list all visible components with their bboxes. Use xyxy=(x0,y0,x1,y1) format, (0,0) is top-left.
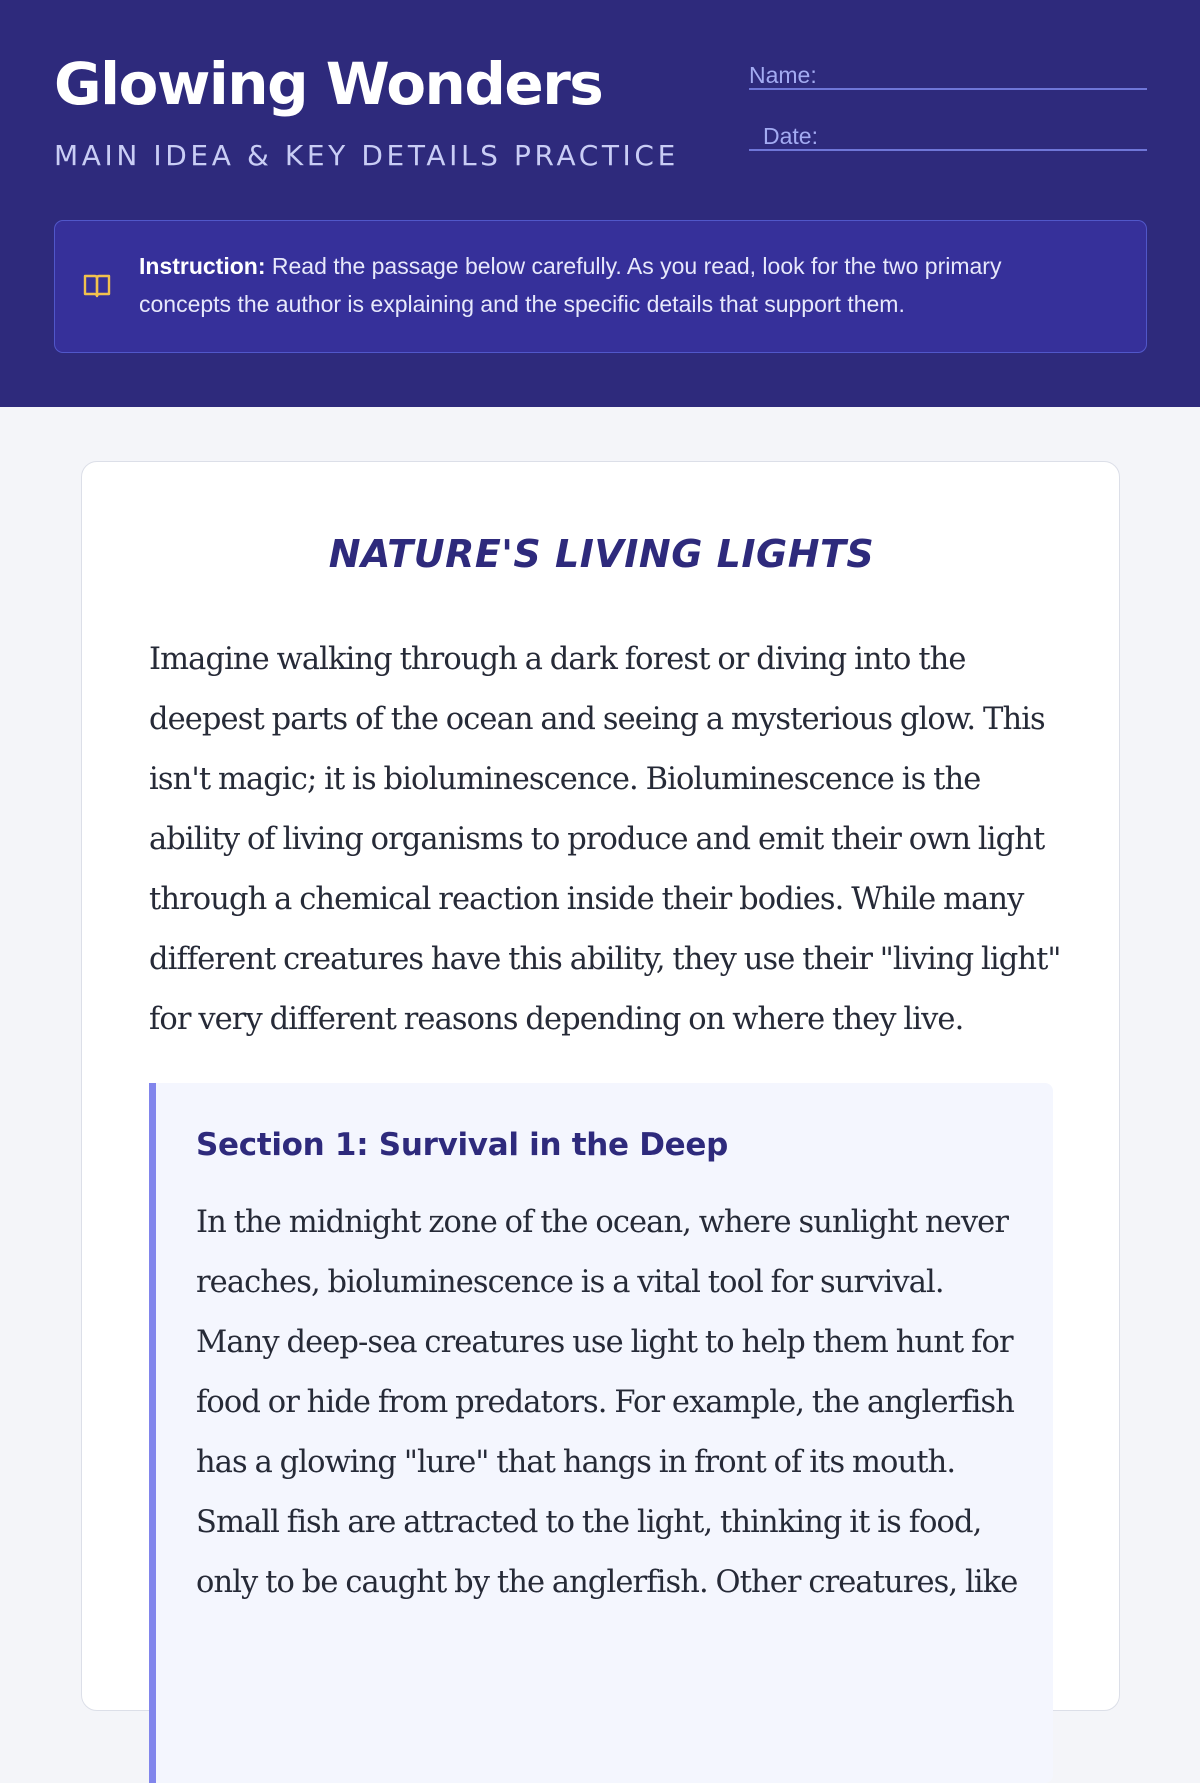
page-header xyxy=(0,0,1200,407)
date-label: Date: xyxy=(763,123,818,149)
section-heading: Section 1: Survival in the Deep xyxy=(196,1127,729,1163)
book-icon xyxy=(82,273,112,299)
instruction-body: Read the passage below carefully. As you read, look for the two primary concepts the author is explaining and the specific details that support them. xyxy=(139,253,1002,317)
page-title: Glowing Wonders xyxy=(54,50,603,118)
passage-section xyxy=(149,1083,1053,1783)
instruction-lead: Instruction: xyxy=(139,253,266,279)
date-field[interactable] xyxy=(749,121,1147,151)
passage-intro: Imagine walking through a dark forest or diving into the deepest parts of the ocean and seeing a mysterious glow. This isn't magic; it is bioluminescence. Bioluminescence is the ability of living organisms to produce and emit their own light through a chemical reaction inside their bodies. While many different creatures have this ability, they use their "living light" for very different reasons depending on where they live. xyxy=(149,642,1061,1037)
passage-title: NATURE'S LIVING LIGHTS xyxy=(328,532,875,576)
page-subtitle: MAIN IDEA & KEY DETAILS PRACTICE xyxy=(54,139,679,172)
instruction-text xyxy=(139,247,1099,323)
section-body: In the midnight zone of the ocean, where sunlight never reaches, bioluminescence is a vital tool for survival. Many deep-sea creatures use light to help them hunt for food or hide from predators. For example, the anglerfish has a glowing "lure" that hangs in front of its mouth. Small fish are attracted to the light, thinking it is food, only to be caught by the anglerfish. Other creatures, like xyxy=(196,1205,1018,1600)
name-field[interactable] xyxy=(749,60,1147,90)
name-label: Name: xyxy=(749,62,817,88)
passage-card xyxy=(81,461,1120,1711)
instruction-box xyxy=(54,220,1147,353)
